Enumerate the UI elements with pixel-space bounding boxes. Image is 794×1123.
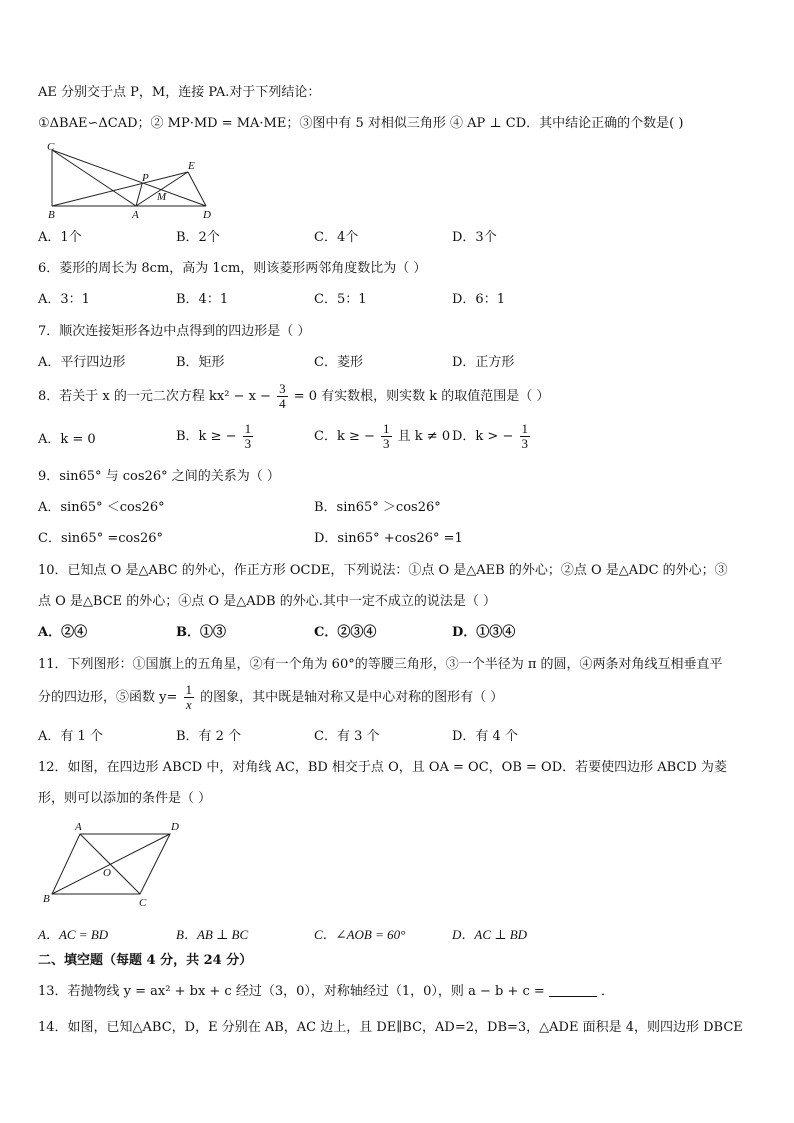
q13-stem: 13．若抛物线 y = ax² + bx + c 经过（3，0），对称轴经过（1，0），则 a − b + c = ．: [38, 984, 615, 999]
q5-label-c: C: [47, 142, 55, 153]
q7-option-c: C．菱形: [314, 355, 363, 370]
q11-option-d: D．有 4 个: [452, 729, 518, 744]
q7-stem: 7．顺次连接矩形各边中点得到的四边形是（ ）: [38, 324, 311, 339]
q6-option-a: A．3：1: [38, 292, 90, 307]
q5-option-c: C．4个: [314, 230, 359, 245]
q9-option-b: B．sin65° ＞cos26°: [314, 500, 441, 515]
q11-option-c: C．有 3 个: [314, 729, 380, 744]
q10-option-a: A．②④: [38, 625, 88, 640]
q5-line1: AE 分别交于点 P，M，连接 PA.对于下列结论：: [38, 85, 321, 100]
q5-label-b: B: [48, 209, 55, 221]
q8-stem: [38, 382, 549, 411]
q11-option-b: B．有 2 个: [176, 729, 242, 744]
q5-label-e: E: [188, 160, 195, 172]
q11-fraction: $\frac{1}{x}$: [185, 682, 193, 712]
q12-label-b: B: [43, 893, 50, 905]
q6-stem: 6．菱形的周长为 8cm，高为 1cm，则该菱形两邻角度数比为（ ）: [38, 261, 427, 276]
q10-line2: 点 O 是△BCE 的外心；④点 O 是△ADB 的外心.其中一定不成立的说法是（ ）: [38, 594, 496, 609]
q8-option-a: A．k = 0: [38, 432, 96, 447]
q6-option-c: C．5：1: [314, 292, 367, 307]
q9-stem: 9．sin65° 与 cos26° 之间的关系为（ ）: [38, 469, 280, 484]
q8-option-b: B．k ≥ − $\frac{1}{3}$: [176, 421, 252, 451]
q13-answer-blank[interactable]: [549, 984, 597, 997]
q12-line2: 形，则可以添加的条件是（ ）: [38, 791, 212, 806]
q9-option-c: C．sin65° =cos26°: [38, 531, 164, 546]
q14-stem: 14．如图，已知△ABC，D，E 分别在 AB，AC 边上，且 DE∥BC，AD=2，DB=3，△ADE 面积是 4，则四边形 DBCE: [38, 1020, 743, 1035]
q10-line1: 10．已知点 O 是△ABC 的外心，作正方形 OCDE，下列说法：①点 O 是△AEB 的外心；②点 O 是△ADC 的外心；③: [38, 563, 728, 578]
q5-line2: ①ΔBAE∽ΔCAD；② MP·MD = MA·ME；③图中有 5 对相似三角形 ④ AP ⊥ CD．其中结论正确的个数是( ): [38, 116, 684, 131]
q5-label-a: A: [132, 209, 139, 221]
q12-figure: [40, 820, 200, 910]
q10-option-b: B．①③: [176, 625, 226, 640]
q5-option-b: B．2个: [176, 230, 220, 245]
q12-label-a: A: [75, 821, 82, 833]
q11-line2: 分的四边形，⑤函数 y= $\frac{1}{x}$ 的图象，其中既是轴对称又是中心对称的图形有（ ）: [38, 682, 504, 712]
q12-line1: 12．如图，在四边形 ABCD 中，对角线 AC，BD 相交于点 O，且 OA = OC，OB = OD．若要使四边形 ABCD 为菱: [38, 760, 727, 775]
q9-option-a: A．sin65° ＜cos26°: [38, 500, 165, 515]
q12-option-d: D．AC ⊥ BD: [452, 927, 528, 942]
q5-option-a: A．1个: [38, 230, 82, 245]
section-heading: 二、填空题（每题 4 分，共 24 分）: [38, 953, 253, 968]
q5-label-d: D: [203, 209, 211, 221]
q10-option-d: D．①③④: [452, 625, 516, 640]
q12-label-c: C: [139, 897, 147, 909]
q7-option-b: B．矩形: [176, 355, 225, 370]
q10-option-c: C．②③④: [314, 625, 377, 640]
q5-label-p: P: [142, 172, 149, 184]
q9-option-d: D．sin65° +cos26° =1: [314, 531, 463, 546]
q5-option-d: D．3个: [452, 230, 497, 245]
q12-option-b: B．AB ⊥ BC: [176, 927, 249, 942]
q12-label-o: O: [103, 867, 111, 879]
q5-label-m: M: [157, 191, 167, 203]
q7-option-d: D．正方形: [452, 355, 515, 370]
q12-option-a: A．AC = BD: [38, 927, 109, 942]
q8-stem-b: = 0 有实数根，则实数 k 的取值范围是（ ）: [293, 389, 550, 404]
q12-option-c: C．∠AOB = 60°: [314, 927, 406, 942]
q6-option-d: D．6：1: [452, 292, 505, 307]
q11-option-a: A．有 1 个: [38, 729, 103, 744]
q5-figure: [40, 142, 220, 222]
q7-option-a: A．平行四边形: [38, 355, 126, 370]
q11-line1: 11．下列图形：①国旗上的五角星，②有一个角为 60°的等腰三角形，③一个半径为 π 的圆，④两条对角线互相垂直平: [38, 657, 723, 672]
q8-option-c: C．k ≥ − $\frac{1}{3}$ 且 k ≠ 0: [314, 421, 451, 451]
q8-stem-a: 8．若关于 x 的一元二次方程 kx² − x −: [38, 389, 271, 404]
q6-option-b: B．4：1: [176, 292, 229, 307]
q8-option-d: D．k > − $\frac{1}{3}$: [452, 421, 528, 451]
q12-label-d: D: [171, 821, 179, 833]
q8-fraction: $\frac{3}{4}$: [279, 381, 286, 411]
